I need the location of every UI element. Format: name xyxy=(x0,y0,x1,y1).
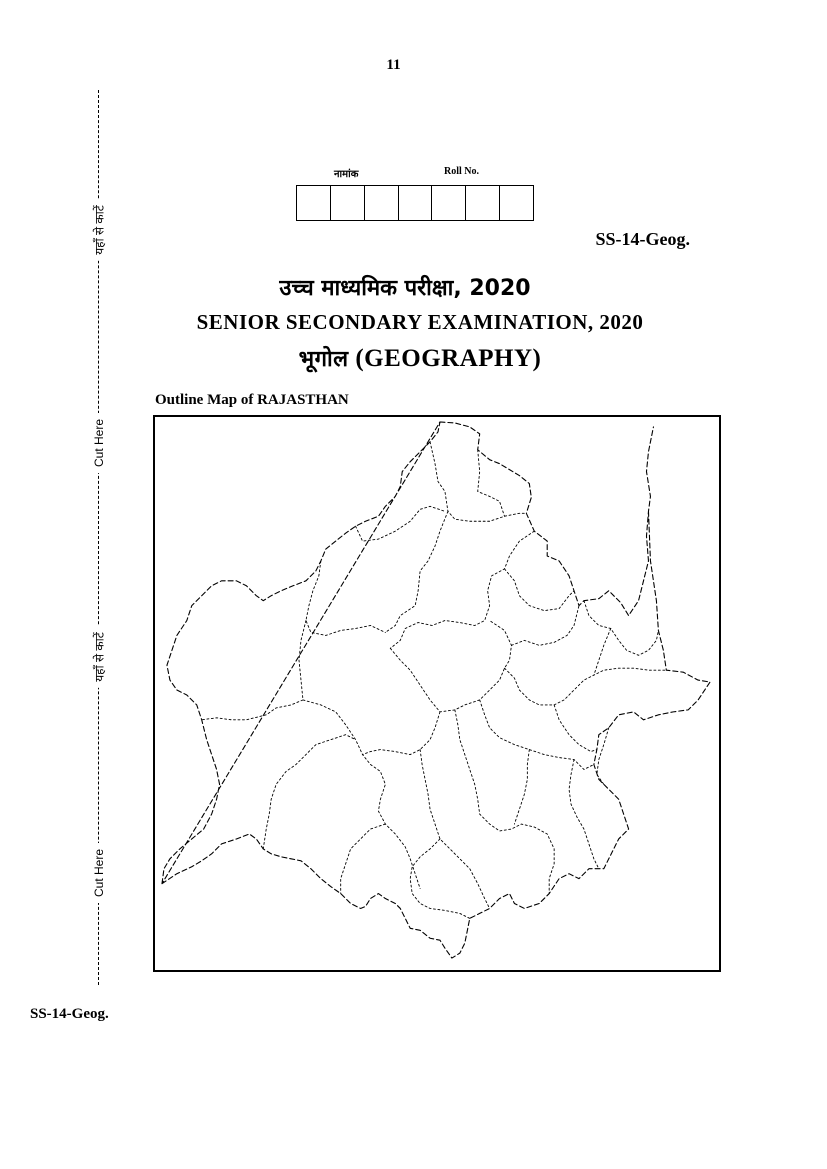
cut-here-label-hindi-2: यहाँ से काटें xyxy=(88,626,111,688)
paper-code-top: SS-14-Geog. xyxy=(595,229,690,249)
roll-number-box[interactable] xyxy=(399,186,433,220)
page-number: 11 xyxy=(386,57,401,73)
cut-here-label-1: Cut Here xyxy=(89,413,109,473)
roll-number-box[interactable] xyxy=(331,186,365,220)
cut-here-label-hindi-1: यहाँ से काटें xyxy=(88,199,111,261)
roll-number-box[interactable] xyxy=(500,186,533,220)
roll-number-label-hindi: नामांक xyxy=(334,169,359,180)
exam-title-hindi: उच्च माध्यमिक परीक्षा, 2020 xyxy=(279,276,531,301)
roll-number-box[interactable] xyxy=(365,186,399,220)
subject-english: (GEOGRAPHY) xyxy=(355,345,542,372)
paper-code-bottom: SS-14-Geog. xyxy=(30,1006,109,1022)
exam-title-english: SENIOR SECONDARY EXAMINATION, 2020 xyxy=(196,310,644,334)
map-caption: Outline Map of RAJASTHAN xyxy=(155,392,349,408)
map-frame xyxy=(153,415,721,972)
rajasthan-outline-map xyxy=(155,417,719,970)
roll-number-box[interactable] xyxy=(297,186,331,220)
roll-number-box[interactable] xyxy=(466,186,500,220)
subject-title xyxy=(0,343,827,373)
roll-number-labels xyxy=(296,166,534,180)
roll-number-boxes xyxy=(296,185,534,221)
district-boundaries xyxy=(202,442,667,919)
roll-number-box[interactable] xyxy=(432,186,466,220)
roll-number-label-english: Roll No. xyxy=(444,166,479,177)
subject-hindi: भूगोल xyxy=(298,347,349,372)
state-boundary xyxy=(162,422,710,958)
cut-here-label-2: Cut Here xyxy=(89,843,109,903)
